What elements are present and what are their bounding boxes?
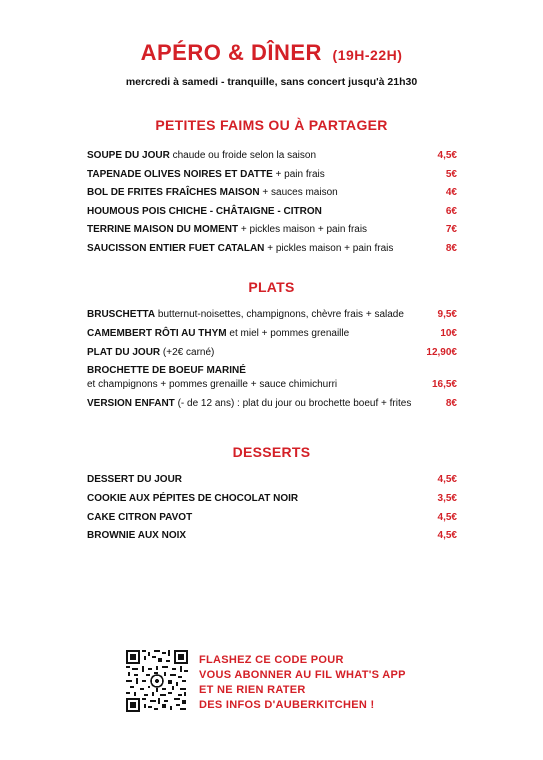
menu-item	[87, 530, 457, 542]
menu-item	[87, 365, 457, 391]
qr-caption	[199, 653, 406, 713]
item-detail: et champignons + pommes grenaille + sauce chimichurri	[87, 379, 338, 390]
menu-item	[87, 493, 457, 505]
page-title	[0, 40, 543, 66]
qr-caption-line: FLASHEZ CE CODE POUR	[199, 654, 344, 666]
menu-item	[87, 187, 457, 199]
qr-caption-line: ET NE RIEN RATER	[199, 684, 306, 696]
item-name: SOUPE DU JOUR	[87, 150, 170, 161]
menu-item	[87, 347, 457, 359]
item-detail: + pickles maison + pain frais	[238, 224, 368, 235]
menu-item	[87, 309, 457, 321]
menu-item	[87, 224, 457, 236]
item-price: 5€	[445, 169, 457, 180]
item-name: TERRINE MAISON DU MOMENT	[87, 224, 239, 235]
item-detail: + pain frais	[272, 169, 325, 180]
item-price: 8€	[445, 398, 457, 409]
menu-item	[87, 206, 457, 218]
item-price: 10€	[440, 328, 457, 339]
menu-item	[87, 150, 457, 162]
item-price: 4€	[445, 187, 457, 198]
item-name: CAKE CITRON PAVOT	[87, 512, 193, 523]
menu-item	[87, 169, 457, 181]
item-detail: (+2€ carné)	[160, 347, 215, 358]
item-price: 3,5€	[437, 493, 457, 504]
menu-item	[87, 512, 457, 524]
item-price: 12,90€	[426, 347, 457, 358]
qr-caption-line: VOUS ABONNER AU FIL WHAT'S APP	[199, 669, 406, 681]
page-subtitle: mercredi à samedi - tranquille, sans concert jusqu'à 21h30	[125, 76, 418, 88]
menu-item	[87, 474, 457, 486]
item-name: BROWNIE AUX NOIX	[87, 530, 187, 541]
item-price: 4,5€	[437, 512, 457, 523]
item-name: BOL DE FRITES FRAÎCHES MAISON	[87, 187, 260, 198]
section-title-plats: PLATS	[248, 279, 295, 295]
item-detail: + pickles maison + pain frais	[264, 243, 394, 254]
item-detail: + sauces maison	[259, 187, 338, 198]
menu-item	[87, 398, 457, 410]
qr-code-icon[interactable]	[126, 650, 188, 712]
item-price: 4,5€	[437, 530, 457, 541]
menu-item	[87, 243, 457, 255]
item-name: DESSERT DU JOUR	[87, 474, 183, 485]
item-name: COOKIE AUX PÉPITES DE CHOCOLAT NOIR	[87, 493, 299, 504]
item-price: 6€	[445, 206, 457, 217]
item-price: 4,5€	[437, 474, 457, 485]
item-price: 4,5€	[437, 150, 457, 161]
item-name: SAUCISSON ENTIER FUET CATALAN	[87, 243, 265, 254]
menu-item	[87, 328, 457, 340]
item-price: 16,5€	[431, 379, 457, 390]
item-name: CAMEMBERT RÔTI AU THYM	[87, 328, 227, 339]
section-title-petites-faims: PETITES FAIMS OU À PARTAGER	[155, 117, 388, 133]
item-detail: chaude ou froide selon la saison	[169, 150, 317, 161]
item-name: HOUMOUS POIS CHICHE - CHÂTAIGNE - CITRON	[87, 206, 322, 217]
item-name: BROCHETTE DE BOEUF MARINÉ	[87, 365, 246, 376]
item-detail: butternut-noisettes, champignons, chèvre frais + salade	[155, 309, 404, 320]
item-price: 8€	[445, 243, 457, 254]
item-name: BRUSCHETTA	[87, 309, 156, 320]
item-name: PLAT DU JOUR	[87, 347, 161, 358]
item-detail: et miel + pommes grenaille	[226, 328, 350, 339]
item-name: TAPENADE OLIVES NOIRES ET DATTE	[87, 169, 273, 180]
qr-caption-line: DES INFOS D'AUBERKITCHEN !	[199, 699, 375, 711]
title-hours: (19H-22H)	[332, 47, 403, 63]
item-price: 7€	[445, 224, 457, 235]
item-detail: (- de 12 ans) : plat du jour ou brochette boeuf + frites	[174, 398, 412, 409]
item-price: 9,5€	[437, 309, 457, 320]
item-name: VERSION ENFANT	[87, 398, 175, 409]
title-text: APÉRO & DÎNER	[140, 40, 322, 65]
section-title-desserts: DESSERTS	[232, 444, 311, 460]
